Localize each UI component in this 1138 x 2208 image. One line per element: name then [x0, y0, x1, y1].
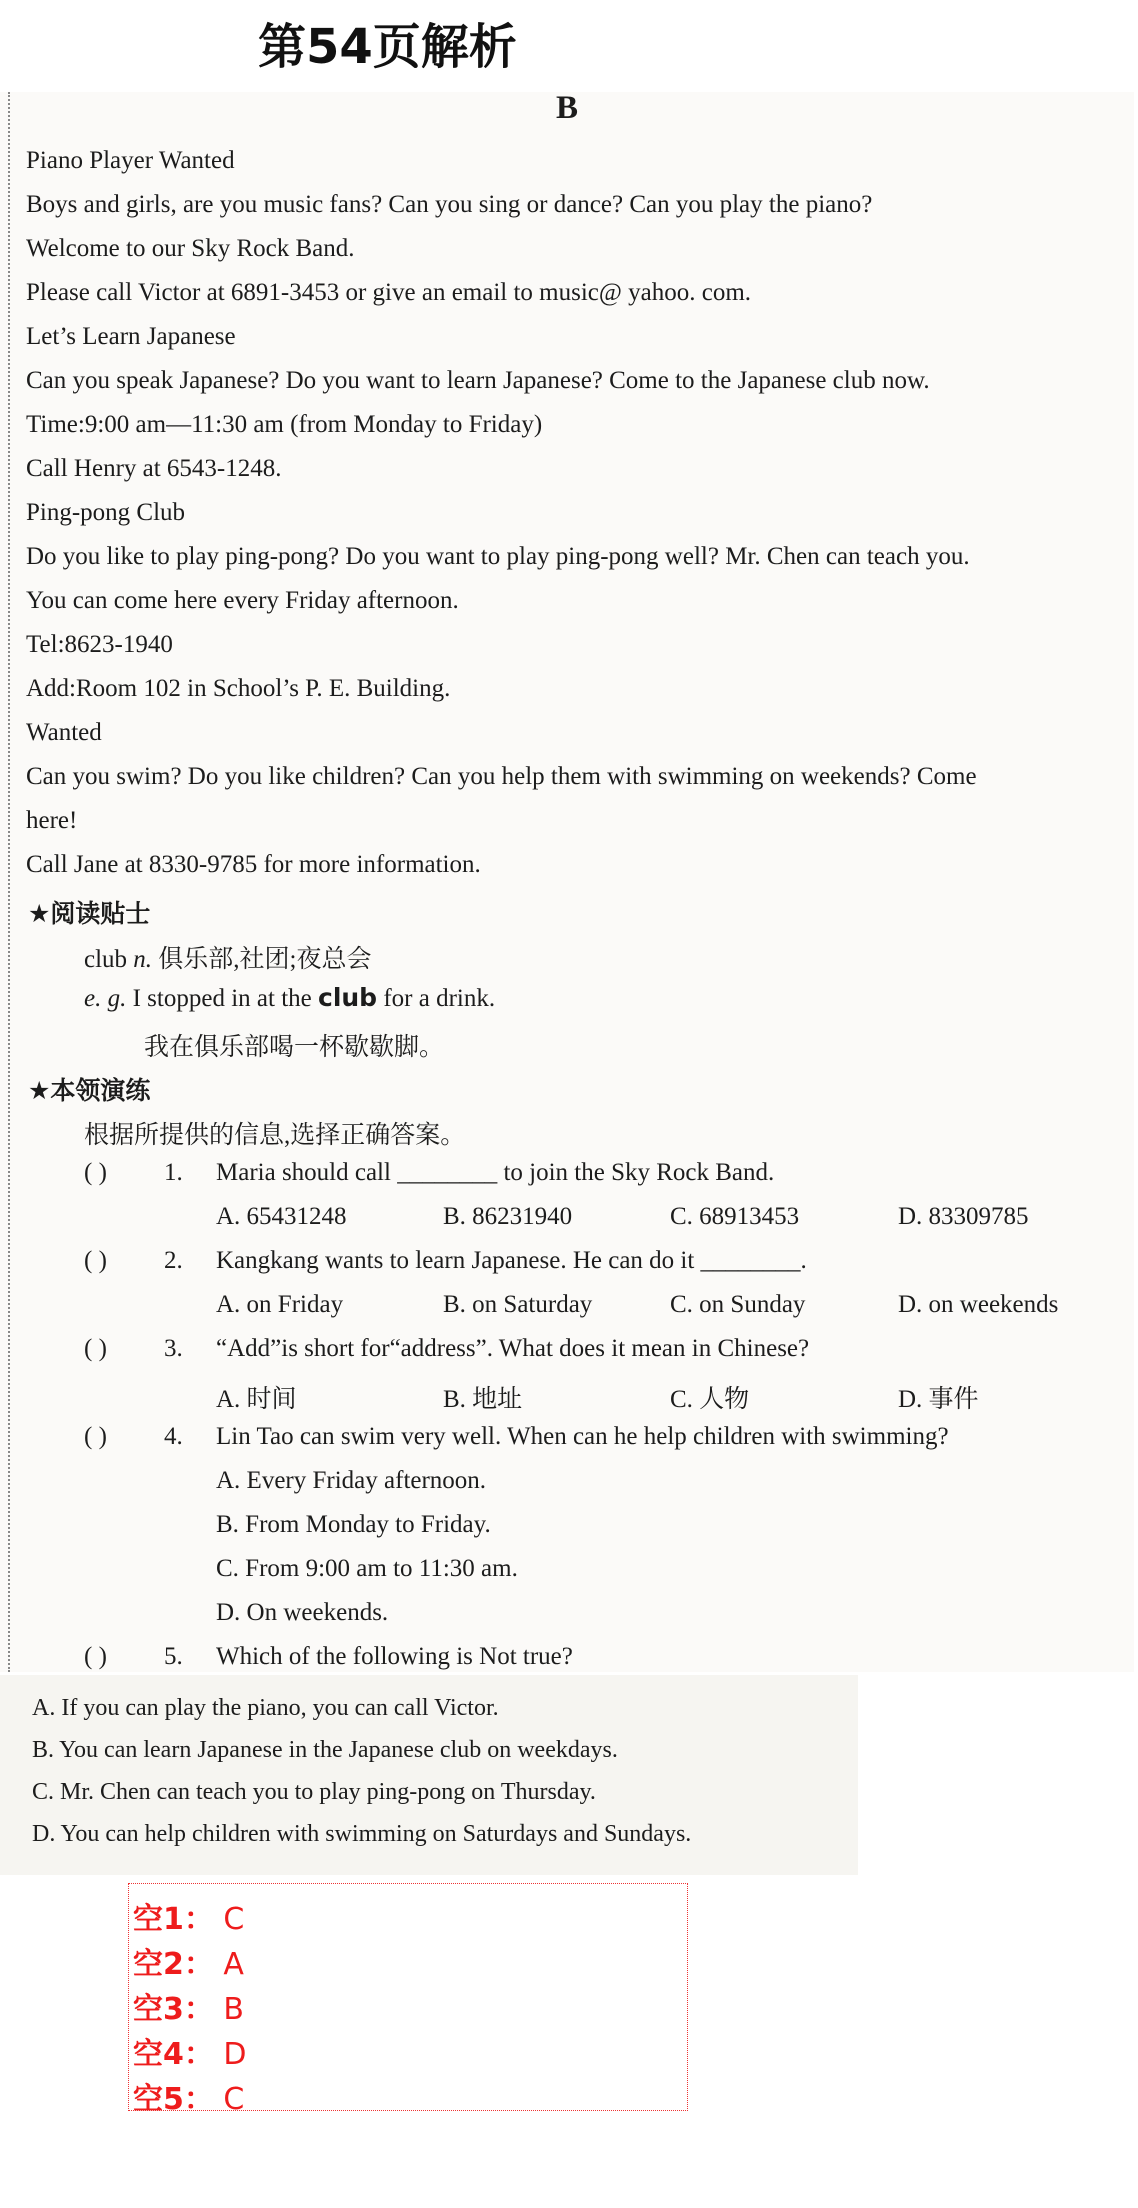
answer-bracket: ( )	[84, 1643, 107, 1670]
option-b: B. From Monday to Friday.	[216, 1511, 491, 1538]
eg-label: e. g.	[84, 985, 127, 1012]
option-d: D. You can help children with swimming on Saturdays and Sundays.	[32, 1821, 692, 1847]
answer-bracket: ( )	[84, 1247, 107, 1274]
option-b: B. 86231940	[443, 1203, 573, 1230]
passage-line: Welcome to our Sky Rock Band.	[26, 235, 355, 262]
question-text: Lin Tao can swim very well. When can he help children with swimming?	[216, 1423, 949, 1450]
option-a: A. 65431248	[216, 1203, 347, 1230]
practice-heading: ★本领演练	[28, 1076, 151, 1105]
question-number: 1.	[164, 1159, 183, 1186]
passage-line: Do you like to play ping-pong? Do you want to play ping-pong well? Mr. Chen can teach you.	[26, 543, 970, 570]
question-number: 2.	[164, 1247, 183, 1274]
answer-row	[133, 1984, 244, 2028]
answer-label: 空1：	[133, 1902, 214, 1937]
question-text: Maria should call ________ to join the Sky Rock Band.	[216, 1159, 775, 1186]
question-number: 4.	[164, 1423, 183, 1450]
answer-value: B	[223, 1992, 245, 2027]
tips-example	[84, 983, 495, 1013]
ad-title-wanted: Wanted	[26, 719, 102, 746]
answer-label: 空2：	[133, 1947, 214, 1982]
passage-line: Can you speak Japanese? Do you want to learn Japanese? Come to the Japanese club now.	[26, 367, 930, 394]
option-b: B. on Saturday	[443, 1291, 593, 1318]
ad-title-pingpong: Ping-pong Club	[26, 499, 186, 526]
tips-translation: 我在俱乐部喝一杯歇歇脚。	[144, 1034, 445, 1061]
option-a: A. Every Friday afternoon.	[216, 1467, 487, 1494]
option-a: A. 时间	[216, 1386, 297, 1413]
option-c: C. on Sunday	[670, 1291, 806, 1318]
passage-line: here!	[26, 807, 78, 834]
answer-label: 空3：	[133, 1992, 214, 2027]
answer-row	[133, 1939, 244, 1983]
binding-dotted-line	[8, 92, 10, 1672]
answer-bracket: ( )	[84, 1423, 107, 1450]
answer-value: C	[223, 1902, 245, 1937]
page-title: 第54页解析	[258, 19, 517, 75]
practice-instruction: 根据所提供的信息,选择正确答案。	[84, 1122, 466, 1149]
option-d: D. 事件	[898, 1386, 979, 1413]
option-d: D. On weekends.	[216, 1599, 389, 1626]
option-b: B. You can learn Japanese in the Japanese club on weekdays.	[32, 1737, 618, 1763]
answer-row	[133, 1894, 244, 1938]
eg-text-post: for a drink.	[383, 985, 496, 1012]
question-text: Kangkang wants to learn Japanese. He can do it ________.	[216, 1247, 807, 1274]
option-c: C. From 9:00 am to 11:30 am.	[216, 1555, 518, 1582]
passage-line: Can you swim? Do you like children? Can you help them with swimming on weekends? Come	[26, 763, 977, 790]
eg-text-pre: I stopped in at the	[132, 985, 312, 1012]
answer-value: A	[223, 1947, 244, 1982]
option-c: C. Mr. Chen can teach you to play ping-pong on Thursday.	[32, 1779, 596, 1805]
def-word: club	[84, 946, 128, 973]
option-c: C. 人物	[670, 1386, 750, 1413]
question-text: “Add”is short for“address”. What does it mean in Chinese?	[216, 1335, 810, 1362]
answer-bracket: ( )	[84, 1335, 107, 1362]
passage-line: Time:9:00 am—11:30 am (from Monday to Friday)	[26, 411, 543, 438]
option-d: D. 83309785	[898, 1203, 1029, 1230]
passage-line: You can come here every Friday afternoon.	[26, 587, 459, 614]
passage-line: Call Jane at 8330-9785 for more information.	[26, 851, 481, 878]
answer-value: D	[223, 2037, 247, 2072]
section-letter: B	[556, 90, 579, 126]
option-c: C. 68913453	[670, 1203, 800, 1230]
def-meaning: 俱乐部,社团;夜总会	[158, 946, 372, 973]
ad-title-japanese: Let’s Learn Japanese	[26, 323, 236, 350]
tips-definition	[84, 939, 372, 975]
question-number: 3.	[164, 1335, 183, 1362]
option-d: D. on weekends	[898, 1291, 1059, 1318]
ad-title-piano: Piano Player Wanted	[26, 147, 235, 174]
question-number: 5.	[164, 1643, 183, 1670]
option-a: A. If you can play the piano, you can call Victor.	[32, 1695, 499, 1721]
answer-label: 空4：	[133, 2037, 214, 2072]
def-pos: n.	[133, 946, 153, 973]
answer-label: 空5：	[133, 2082, 214, 2117]
tips-heading: ★阅读贴士	[28, 899, 151, 928]
passage-line: Add:Room 102 in School’s P. E. Building.	[26, 675, 451, 702]
question-text: Which of the following is Not true?	[216, 1643, 573, 1670]
passage-line: Tel:8623-1940	[26, 631, 173, 658]
passage-line: Boys and girls, are you music fans? Can you sing or dance? Can you play the piano?	[26, 191, 873, 218]
answer-key-box	[128, 1883, 688, 2117]
answer-row	[133, 2074, 244, 2118]
passage-line: Please call Victor at 6891-3453 or give an email to music@ yahoo. com.	[26, 279, 752, 306]
passage-line: Call Henry at 6543-1248.	[26, 455, 282, 482]
answer-row	[133, 2029, 247, 2073]
option-a: A. on Friday	[216, 1291, 344, 1318]
answer-bracket: ( )	[84, 1159, 107, 1186]
answer-value: C	[223, 2082, 245, 2117]
option-b: B. 地址	[443, 1386, 523, 1413]
eg-bold-word: club	[318, 983, 378, 1012]
